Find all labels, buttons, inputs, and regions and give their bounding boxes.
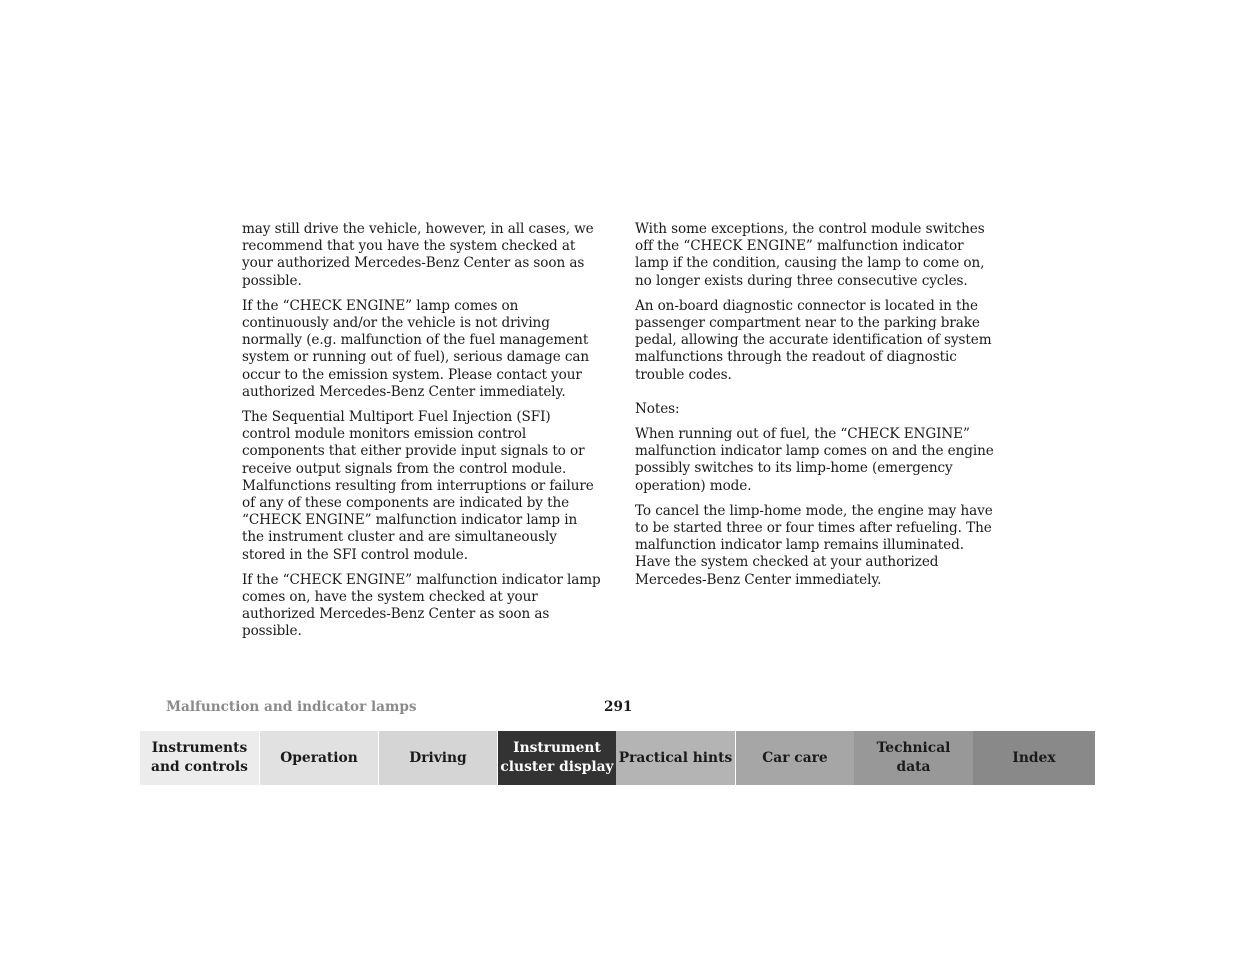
tab-operation[interactable]: Operation: [259, 731, 378, 785]
paragraph: The Sequential Multiport Fuel Injection (SFI) control module monitors emission control components that either provide input signals to or receive output signals from the control module. Malfunctions resulting from interruptions or failure of any of these components are indicated by the “CHECK ENGINE” malfunction indicator lamp in the instrument cluster and are simultaneously stored in the SFI control module.: [242, 409, 594, 563]
chapter-navigation-bar: [140, 731, 1095, 785]
tab-car-care[interactable]: Car care: [735, 731, 854, 785]
right-text-column: [635, 221, 995, 597]
notes-heading: Notes:: [635, 400, 680, 417]
tab-instrument-cluster-display[interactable]: Instrument cluster display: [497, 731, 616, 785]
page-number: 291: [604, 699, 633, 715]
tab-practical-hints[interactable]: Practical hints: [616, 731, 735, 785]
note-paragraph: To cancel the limp-home mode, the engine may have to be started three or four times after refueling. The malfunction indicator lamp remains illuminated. Have the system checked at your authorized Mercedes-Benz Center immediately.: [635, 502, 993, 588]
paragraph: may still drive the vehicle, however, in all cases, we recommend that you have the system checked at your authorized Mercedes-Benz Center as soon as possible.: [242, 221, 594, 289]
tab-instruments-and-controls[interactable]: Instruments and controls: [140, 731, 259, 785]
tab-index[interactable]: Index: [973, 731, 1095, 785]
paragraph: If the “CHECK ENGINE” lamp comes on continuously and/or the vehicle is not driving normally (e.g. malfunction of the fuel management system or running out of fuel), serious damage can occur to the emission system. Please contact your authorized Mercedes-Benz Center immediately.: [242, 297, 590, 400]
tab-driving[interactable]: Driving: [378, 731, 497, 785]
paragraph: With some exceptions, the control module switches off the “CHECK ENGINE” malfunction indicator lamp if the condition, causing the lamp to come on, no longer exists during three consecutive cycles.: [635, 221, 985, 289]
left-text-column: [242, 221, 602, 649]
tab-technical-data[interactable]: Technical data: [854, 731, 973, 785]
section-title: Malfunction and indicator lamps: [166, 699, 417, 715]
note-paragraph: When running out of fuel, the “CHECK ENGINE” malfunction indicator lamp comes on and the engine possibly switches to its limp-home (emergency operation) mode.: [635, 426, 994, 494]
paragraph: An on-board diagnostic connector is located in the passenger compartment near to the parking brake pedal, allowing the accurate identification of system malfunctions through the readout of diagnostic trouble codes.: [635, 297, 992, 383]
paragraph: If the “CHECK ENGINE” malfunction indicator lamp comes on, have the system checked at your authorized Mercedes-Benz Center as soon as possible.: [242, 571, 601, 640]
